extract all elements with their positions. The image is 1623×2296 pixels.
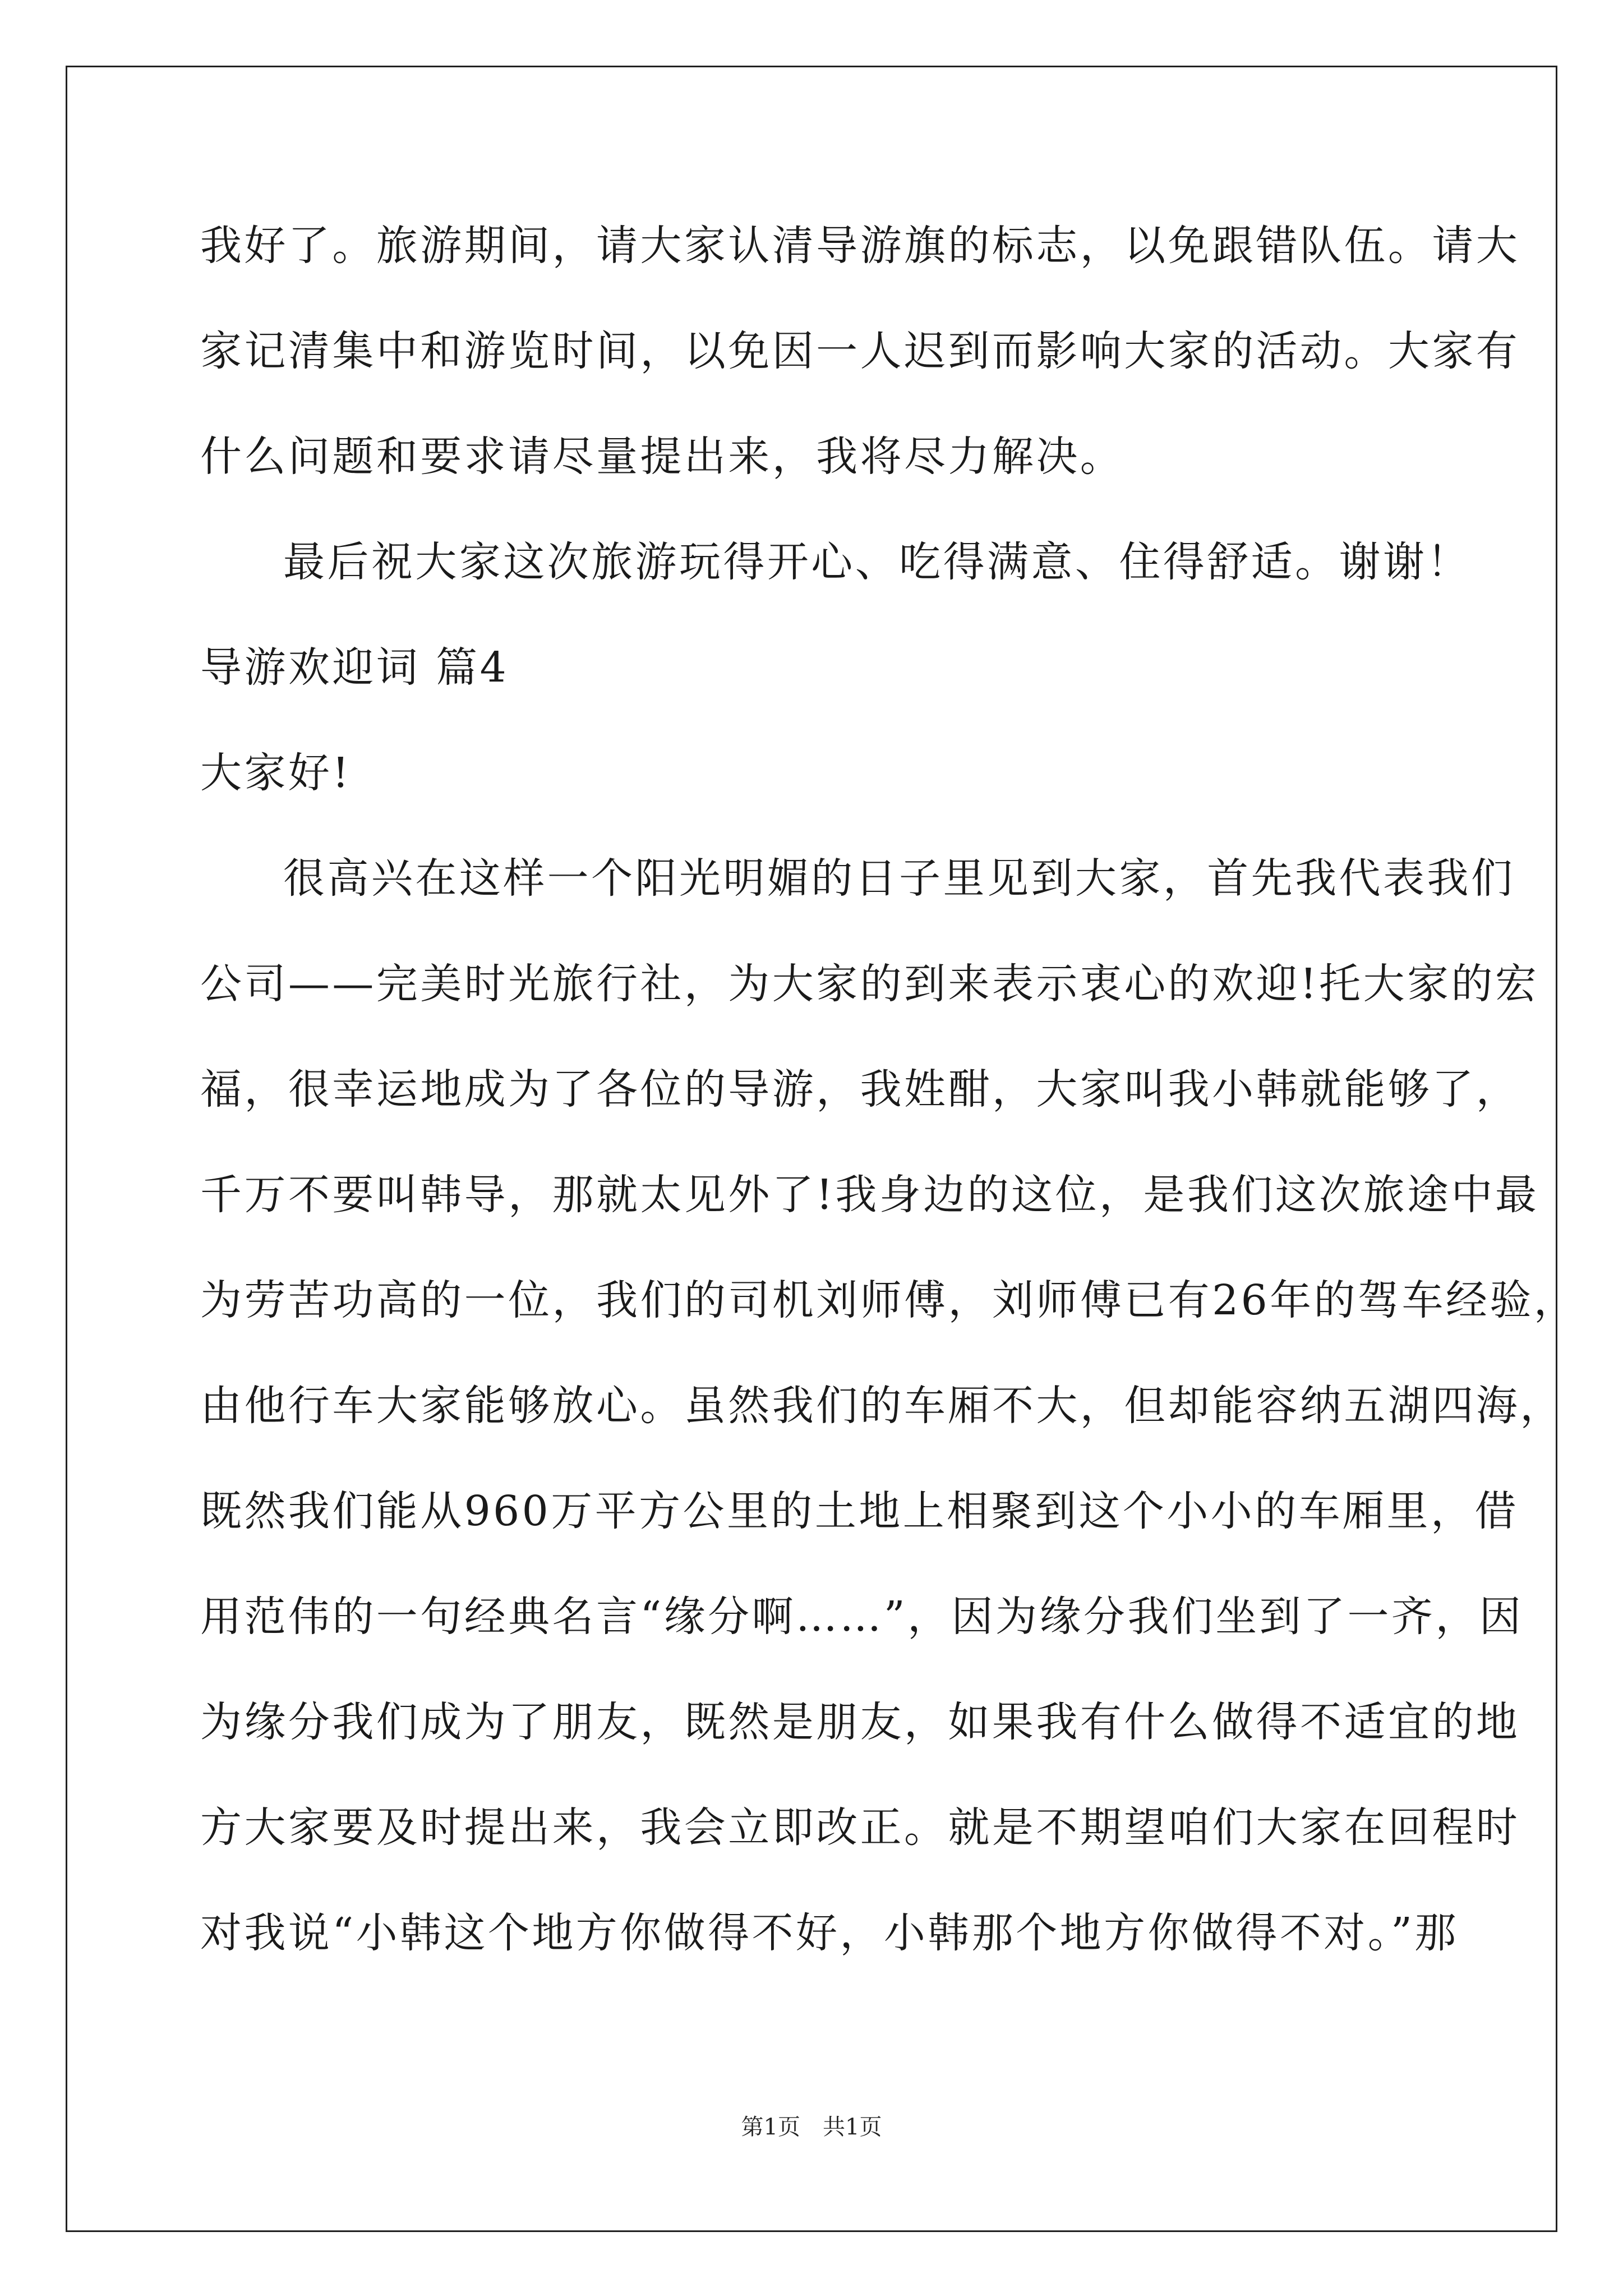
text-line: 用范伟的一句经典名言“缘分啊……”，因为缘分我们坐到了一齐，因 — [200, 1593, 1524, 1641]
text-line: 最后祝大家这次旅游玩得开心、吃得满意、住得舒适。谢谢！ — [283, 538, 1471, 586]
greeting: 大家好! — [200, 749, 352, 797]
text-line: 由他行车大家能够放心。虽然我们的车厢不大，但却能容纳五湖四海， — [200, 1382, 1564, 1430]
text-line: 对我说“小韩这个地方你做得不好，小韩那个地方你做得不对。”那 — [200, 1909, 1459, 1957]
section-heading: 导游欢迎词 篇4 — [200, 643, 509, 692]
text-line: 我好了。旅游期间，请大家认清导游旗的标志，以免跟错队伍。请大 — [200, 222, 1520, 270]
text-line: 方大家要及时提出来，我会立即改正。就是不期望咱们大家在回程时 — [200, 1803, 1520, 1852]
text-line: 福，很幸运地成为了各位的导游，我姓酣，大家叫我小韩就能够了， — [200, 1065, 1520, 1114]
text-line: 家记清集中和游览时间，以免因一人迟到而影响大家的活动。大家有 — [200, 327, 1520, 375]
text-line: 什么问题和要求请尽量提出来，我将尽力解决。 — [200, 432, 1124, 481]
text-line: 为劳苦功高的一位，我们的司机刘师傅，刘师傅已有26年的驾车经验， — [200, 1276, 1578, 1324]
text-line: 既然我们能从960万平方公里的土地上相聚到这个小小的车厢里，借 — [200, 1487, 1519, 1535]
text-line: 很高兴在这样一个阳光明媚的日子里见到大家，首先我代表我们 — [283, 854, 1515, 903]
text-line: 公司——完美时光旅行社，为大家的到来表示衷心的欢迎!托大家的宏 — [200, 960, 1539, 1008]
text-line: 千万不要叫韩导，那就太见外了!我身边的这位，是我们这次旅途中最 — [200, 1171, 1539, 1219]
page-footer: 第1页 共1页 — [741, 2114, 882, 2140]
text-line: 为缘分我们成为了朋友，既然是朋友，如果我有什么做得不适宜的地 — [200, 1698, 1520, 1746]
